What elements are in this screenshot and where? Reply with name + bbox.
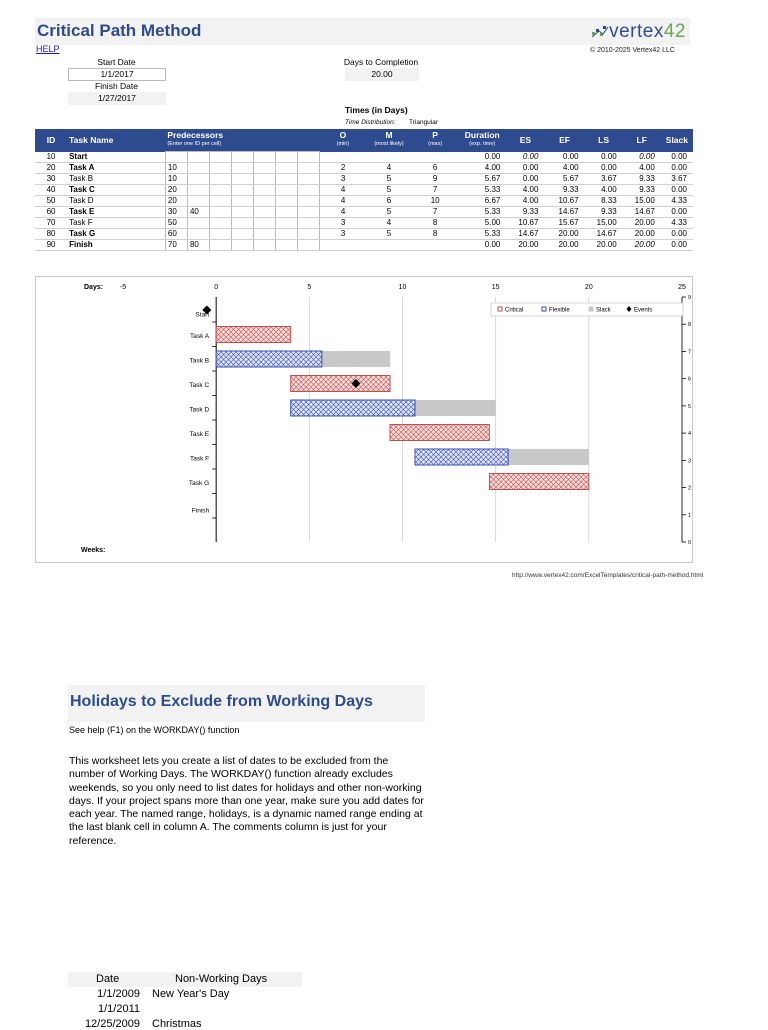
- task-label: Task D: [189, 406, 210, 414]
- cell-pred-4[interactable]: [232, 185, 254, 196]
- cell-ls: 0.00: [585, 152, 623, 163]
- col-duration: [458, 129, 506, 152]
- cell-pred-1[interactable]: 10: [165, 174, 187, 185]
- cell-pred-1[interactable]: 20: [165, 185, 187, 196]
- cell-pred-3[interactable]: [210, 152, 232, 163]
- cell-o[interactable]: [320, 152, 366, 163]
- cell-pred-2[interactable]: 40: [187, 207, 209, 218]
- table-header-row: [35, 129, 693, 152]
- cell-p[interactable]: 7: [412, 185, 458, 196]
- cell-p[interactable]: 10: [412, 196, 458, 207]
- cell-pred-7[interactable]: [298, 185, 320, 196]
- holiday-date[interactable]: 12/25/2009: [84, 1018, 140, 1030]
- cell-lf: 20.00: [623, 229, 661, 240]
- page-title: Critical Path Method: [37, 21, 202, 40]
- cell-slack: 4.33: [661, 196, 693, 207]
- cell-slack: 0.00: [661, 229, 693, 240]
- cell-es: 4.00: [506, 196, 544, 207]
- cell-m[interactable]: 4: [366, 163, 412, 174]
- y2-tick-label: 8: [688, 322, 692, 329]
- table-row: [35, 207, 693, 218]
- cell-lf: 20.00: [623, 240, 661, 251]
- cell-m[interactable]: 6: [366, 196, 412, 207]
- days-to-completion-label: Days to Completion: [343, 57, 419, 67]
- cell-slack: 0.00: [661, 185, 693, 196]
- cell-id[interactable]: 50: [35, 196, 67, 207]
- cell-task-name[interactable]: Task C: [67, 185, 165, 196]
- cell-pred-1[interactable]: 10: [165, 163, 187, 174]
- cell-m[interactable]: 5: [366, 174, 412, 185]
- cell-pred-2[interactable]: [187, 163, 209, 174]
- task-label: Task E: [189, 431, 210, 438]
- cell-slack: 3.67: [661, 174, 693, 185]
- cell-duration: 0.00: [458, 152, 506, 163]
- cell-pred-2[interactable]: [187, 196, 209, 207]
- cell-ef: 4.00: [544, 163, 584, 174]
- col-es: ES: [506, 129, 544, 152]
- holidays-description: This worksheet lets you create a list of dates to be excluded from the number of Working Days. The WORKDAY() function already excludes weekends, so you only need to list dates for holidays and other non-working days. If your project spans more than one year, make sure you add dates for each year. The named range, holidays, is a dynamic named range ending at the last blank cell in column A. The comments column is just for your reference.: [69, 755, 424, 847]
- times-label: Times (in Days): [345, 105, 408, 115]
- duration-label: Duration: [464, 130, 500, 141]
- cell-pred-4[interactable]: [232, 207, 254, 218]
- cell-p[interactable]: 7: [412, 207, 458, 218]
- cell-slack: 0.00: [661, 163, 693, 174]
- cell-duration: 6.67: [458, 196, 506, 207]
- cell-ls: 3.67: [585, 174, 623, 185]
- y2-tick-label: 6: [688, 376, 692, 383]
- cell-pred-6[interactable]: [276, 229, 298, 240]
- cell-pred-4[interactable]: [232, 163, 254, 174]
- y2-tick-label: 1: [688, 512, 692, 519]
- cell-ls: 0.00: [585, 163, 623, 174]
- cell-o[interactable]: 3: [320, 229, 366, 240]
- start-date-input[interactable]: 1/1/2017: [68, 68, 166, 81]
- cell-ls: 14.67: [585, 229, 623, 240]
- cell-p[interactable]: 8: [412, 229, 458, 240]
- legend-flexible-swatch: [542, 307, 546, 311]
- task-label: Finish: [191, 507, 210, 515]
- cell-pred-5[interactable]: [254, 196, 276, 207]
- duration-hint: (exp. time): [469, 141, 496, 148]
- cell-pred-7[interactable]: [298, 196, 320, 207]
- cell-pred-2[interactable]: [187, 229, 209, 240]
- col-m: [366, 129, 412, 152]
- o-label: O: [339, 130, 347, 141]
- table-row: [35, 196, 693, 207]
- cell-slack: 0.00: [661, 240, 693, 251]
- cell-pred-1[interactable]: [165, 152, 187, 163]
- holidays-title: Holidays to Exclude from Working Days: [70, 693, 373, 710]
- task-label: Start: [195, 311, 210, 319]
- gantt-svg: [36, 277, 692, 562]
- cell-task-name[interactable]: Task A: [67, 163, 165, 174]
- cell-lf: 15.00: [623, 196, 661, 207]
- cell-ef: 0.00: [544, 152, 584, 163]
- col-lf: LF: [623, 129, 661, 152]
- cell-es: 20.00: [506, 240, 544, 251]
- finish-date-value: 1/27/2017: [68, 92, 166, 105]
- x-tick-label: -5: [119, 284, 127, 291]
- legend-slack-swatch: [589, 307, 593, 311]
- holiday-desc[interactable]: Christmas: [152, 1018, 202, 1030]
- cell-task-name[interactable]: Finish: [67, 240, 165, 251]
- cell-ls: 4.00: [585, 185, 623, 196]
- y2-tick-label: 5: [688, 403, 692, 410]
- cell-pred-4[interactable]: [232, 240, 254, 251]
- cell-ef: 10.67: [544, 196, 584, 207]
- cell-task-name[interactable]: Task D: [67, 196, 165, 207]
- cell-pred-3[interactable]: [210, 207, 232, 218]
- cell-es: 9.33: [506, 207, 544, 218]
- o-hint: (min): [336, 141, 350, 148]
- predecessors-hint: (Enter one ID per cell): [167, 141, 222, 147]
- logo-number: 42: [663, 21, 686, 42]
- cell-pred-5[interactable]: [254, 152, 276, 163]
- table-row: [35, 229, 693, 240]
- slack-bar: [508, 449, 589, 465]
- cell-pred-4[interactable]: [232, 218, 254, 229]
- cell-pred-3[interactable]: [210, 240, 232, 251]
- cell-pred-5[interactable]: [254, 174, 276, 185]
- col-ls: LS: [585, 129, 623, 152]
- holidays-header: [68, 972, 302, 987]
- table-row: [35, 174, 693, 185]
- col-id: ID: [35, 129, 67, 152]
- cell-ef: 20.00: [544, 240, 584, 251]
- logo-icon: [591, 25, 609, 39]
- cell-p[interactable]: [412, 240, 458, 251]
- cell-ls: 9.33: [585, 207, 623, 218]
- cell-pred-6[interactable]: [276, 163, 298, 174]
- col-predecessors: [165, 129, 319, 152]
- cell-o[interactable]: 3: [320, 174, 366, 185]
- cell-o[interactable]: 3: [320, 218, 366, 229]
- cell-pred-5[interactable]: [254, 229, 276, 240]
- cell-duration: 5.67: [458, 174, 506, 185]
- table-row: [35, 218, 693, 229]
- cell-pred-7[interactable]: [298, 207, 320, 218]
- cell-pred-2[interactable]: [187, 185, 209, 196]
- cell-pred-6[interactable]: [276, 240, 298, 251]
- time-distribution-value[interactable]: Triangular: [409, 119, 439, 126]
- cell-pred-3[interactable]: [210, 185, 232, 196]
- cell-pred-5[interactable]: [254, 240, 276, 251]
- cell-pred-1[interactable]: 30: [165, 207, 187, 218]
- cell-id[interactable]: 60: [35, 207, 67, 218]
- cell-p[interactable]: 6: [412, 163, 458, 174]
- x-tick-label: 10: [398, 284, 407, 291]
- cell-es: 0.00: [506, 163, 544, 174]
- cell-o[interactable]: 4: [320, 185, 366, 196]
- cell-o[interactable]: [320, 240, 366, 251]
- cell-m[interactable]: 5: [366, 185, 412, 196]
- cell-lf: 9.33: [623, 174, 661, 185]
- cell-o[interactable]: 4: [320, 196, 366, 207]
- cell-task-name[interactable]: Task G: [67, 229, 165, 240]
- cell-es: 14.67: [506, 229, 544, 240]
- y2-tick-label: 3: [688, 458, 692, 465]
- slack-bar: [322, 351, 390, 367]
- x-tick-label: 0: [214, 284, 219, 291]
- cell-duration: 5.00: [458, 218, 506, 229]
- cell-lf: 14.67: [623, 207, 661, 218]
- cell-pred-2[interactable]: [187, 218, 209, 229]
- legend-label: Slack: [596, 307, 611, 314]
- cell-pred-2[interactable]: 80: [187, 240, 209, 251]
- holidays-col-date: Date: [96, 973, 120, 985]
- cell-pred-6[interactable]: [276, 218, 298, 229]
- cell-id[interactable]: 90: [35, 240, 67, 251]
- cell-pred-6[interactable]: [276, 185, 298, 196]
- cell-pred-6[interactable]: [276, 207, 298, 218]
- y2-tick-label: 9: [688, 295, 692, 301]
- cell-ef: 15.67: [544, 218, 584, 229]
- cell-task-name[interactable]: Start: [67, 152, 165, 163]
- cell-m[interactable]: [366, 152, 412, 163]
- cell-pred-5[interactable]: [254, 207, 276, 218]
- cell-ef: 14.67: [544, 207, 584, 218]
- cell-lf: 20.00: [623, 218, 661, 229]
- cell-pred-6[interactable]: [276, 196, 298, 207]
- cell-pred-3[interactable]: [210, 229, 232, 240]
- cell-ls: 8.33: [585, 196, 623, 207]
- help-link[interactable]: HELP: [36, 44, 60, 54]
- template-url[interactable]: http://www.vertex42.com/ExcelTemplates/critical-path-method.html: [512, 572, 704, 579]
- cell-slack: 0.00: [661, 207, 693, 218]
- logo-text: vertex: [609, 21, 664, 42]
- cell-ef: 9.33: [544, 185, 584, 196]
- cell-pred-7[interactable]: [298, 152, 320, 163]
- table-row: [35, 185, 693, 196]
- predecessors-label: Predecessors: [167, 130, 224, 140]
- cell-pred-1[interactable]: 50: [165, 218, 187, 229]
- cell-es: 10.67: [506, 218, 544, 229]
- critical-bar: [216, 327, 291, 343]
- cell-pred-7[interactable]: [298, 240, 320, 251]
- cell-pred-7[interactable]: [298, 229, 320, 240]
- cell-ls: 15.00: [585, 218, 623, 229]
- cell-pred-6[interactable]: [276, 174, 298, 185]
- col-o: [320, 129, 366, 152]
- table-row: [35, 163, 693, 174]
- cell-pred-7[interactable]: [298, 218, 320, 229]
- cell-slack: 0.00: [661, 152, 693, 163]
- cell-pred-1[interactable]: 20: [165, 196, 187, 207]
- cell-p[interactable]: 9: [412, 174, 458, 185]
- col-task-name: Task Name: [67, 129, 165, 152]
- start-date-label: Start Date: [97, 57, 136, 67]
- cell-pred-4[interactable]: [232, 229, 254, 240]
- x-tick-label: 25: [678, 284, 686, 291]
- cell-pred-2[interactable]: [187, 174, 209, 185]
- cell-pred-3[interactable]: [210, 163, 232, 174]
- cell-ef: 5.67: [544, 174, 584, 185]
- task-label: Task G: [188, 480, 210, 487]
- cpm-table: [35, 129, 693, 251]
- cell-m[interactable]: 4: [366, 218, 412, 229]
- cell-id[interactable]: 20: [35, 163, 67, 174]
- cell-p[interactable]: 8: [412, 218, 458, 229]
- cell-task-name[interactable]: Task F: [67, 218, 165, 229]
- cell-id[interactable]: 30: [35, 174, 67, 185]
- cell-pred-5[interactable]: [254, 218, 276, 229]
- p-hint: (max): [428, 141, 443, 148]
- table-row: [35, 152, 693, 163]
- task-label: Task B: [189, 357, 210, 365]
- critical-bar: [291, 376, 390, 392]
- holiday-date[interactable]: 1/1/2009: [97, 988, 140, 1000]
- title-bar: [35, 18, 690, 45]
- finish-date-label: Finish Date: [95, 81, 138, 91]
- cell-es: 0.00: [506, 152, 544, 163]
- m-hint: (most likely): [374, 141, 404, 148]
- cell-pred-5[interactable]: [254, 163, 276, 174]
- days-to-completion-value: 20.00: [345, 68, 419, 81]
- cell-ls: 20.00: [585, 240, 623, 251]
- cell-id[interactable]: 80: [35, 229, 67, 240]
- workday-help-note: See help (F1) on the WORKDAY() function: [69, 725, 240, 735]
- table-row: [35, 240, 693, 251]
- holiday-desc[interactable]: New Year's Day: [152, 988, 230, 1000]
- cell-slack: 4.33: [661, 218, 693, 229]
- x-tick-label: 5: [307, 284, 312, 291]
- cell-task-name[interactable]: Task B: [67, 174, 165, 185]
- cell-pred-4[interactable]: [232, 152, 254, 163]
- col-slack: Slack: [661, 129, 693, 152]
- flexible-bar: [216, 351, 322, 367]
- task-label: Task C: [189, 382, 210, 389]
- cell-id[interactable]: 40: [35, 185, 67, 196]
- cell-pred-3[interactable]: [210, 218, 232, 229]
- critical-bar: [490, 474, 589, 490]
- holidays-col-desc: Non-Working Days: [175, 973, 268, 985]
- cell-id[interactable]: 70: [35, 218, 67, 229]
- critical-bar: [390, 425, 489, 441]
- days-axis-label: Days:: [84, 284, 104, 291]
- cell-m[interactable]: [366, 240, 412, 251]
- cell-duration: 5.33: [458, 229, 506, 240]
- cell-lf: 4.00: [623, 163, 661, 174]
- task-label: Task F: [190, 455, 210, 463]
- holidays-title-bar: [68, 685, 425, 722]
- y2-tick-label: 2: [688, 485, 692, 492]
- cell-m[interactable]: 5: [366, 229, 412, 240]
- copyright: © 2010-2025 Vertex42 LLC: [590, 47, 675, 54]
- legend-label: Critical: [505, 307, 524, 314]
- cell-lf: 0.00: [623, 152, 661, 163]
- legend-label: Events: [634, 307, 653, 314]
- cell-task-name[interactable]: Task E: [67, 207, 165, 218]
- task-label: Task A: [190, 333, 210, 340]
- slack-bar: [415, 400, 496, 416]
- weeks-axis-label: Weeks:: [81, 547, 106, 554]
- x-tick-label: 20: [584, 284, 593, 291]
- cell-lf: 9.33: [623, 185, 661, 196]
- cell-pred-4[interactable]: [232, 196, 254, 207]
- chart-legend: [491, 303, 683, 316]
- time-distribution-label: Time Distribution:: [345, 119, 396, 126]
- cell-ef: 20.00: [544, 229, 584, 240]
- cell-pred-3[interactable]: [210, 174, 232, 185]
- y2-tick-label: 0: [688, 540, 692, 546]
- cell-duration: 5.33: [458, 185, 506, 196]
- cell-pred-7[interactable]: [298, 163, 320, 174]
- cell-m[interactable]: 5: [366, 207, 412, 218]
- vertex42-logo: [591, 21, 686, 43]
- cell-o[interactable]: 4: [320, 207, 366, 218]
- flexible-bar: [291, 400, 415, 416]
- cell-pred-6[interactable]: [276, 152, 298, 163]
- cell-pred-4[interactable]: [232, 174, 254, 185]
- cell-p[interactable]: [412, 152, 458, 163]
- y2-tick-label: 4: [688, 431, 692, 438]
- col-ef: EF: [544, 129, 584, 152]
- x-tick-label: 15: [491, 284, 500, 291]
- gantt-chart: [35, 276, 693, 563]
- cell-pred-7[interactable]: [298, 174, 320, 185]
- y2-tick-label: 7: [688, 349, 692, 356]
- cell-pred-2[interactable]: [187, 152, 209, 163]
- legend-critical-swatch: [498, 307, 502, 311]
- cell-es: 0.00: [506, 174, 544, 185]
- legend-label: Flexible: [549, 307, 570, 314]
- holiday-date[interactable]: 1/1/2011: [97, 1003, 140, 1015]
- cell-id[interactable]: 10: [35, 152, 67, 163]
- cell-o[interactable]: 2: [320, 163, 366, 174]
- col-p: [412, 129, 458, 152]
- cell-pred-1[interactable]: 70: [165, 240, 187, 251]
- cell-pred-1[interactable]: 60: [165, 229, 187, 240]
- cell-pred-3[interactable]: [210, 196, 232, 207]
- cell-duration: 5.33: [458, 207, 506, 218]
- cell-duration: 4.00: [458, 163, 506, 174]
- cell-es: 4.00: [506, 185, 544, 196]
- flexible-bar: [415, 449, 508, 465]
- cell-duration: 0.00: [458, 240, 506, 251]
- m-label: M: [385, 130, 393, 141]
- p-label: P: [432, 130, 438, 141]
- cell-pred-5[interactable]: [254, 185, 276, 196]
